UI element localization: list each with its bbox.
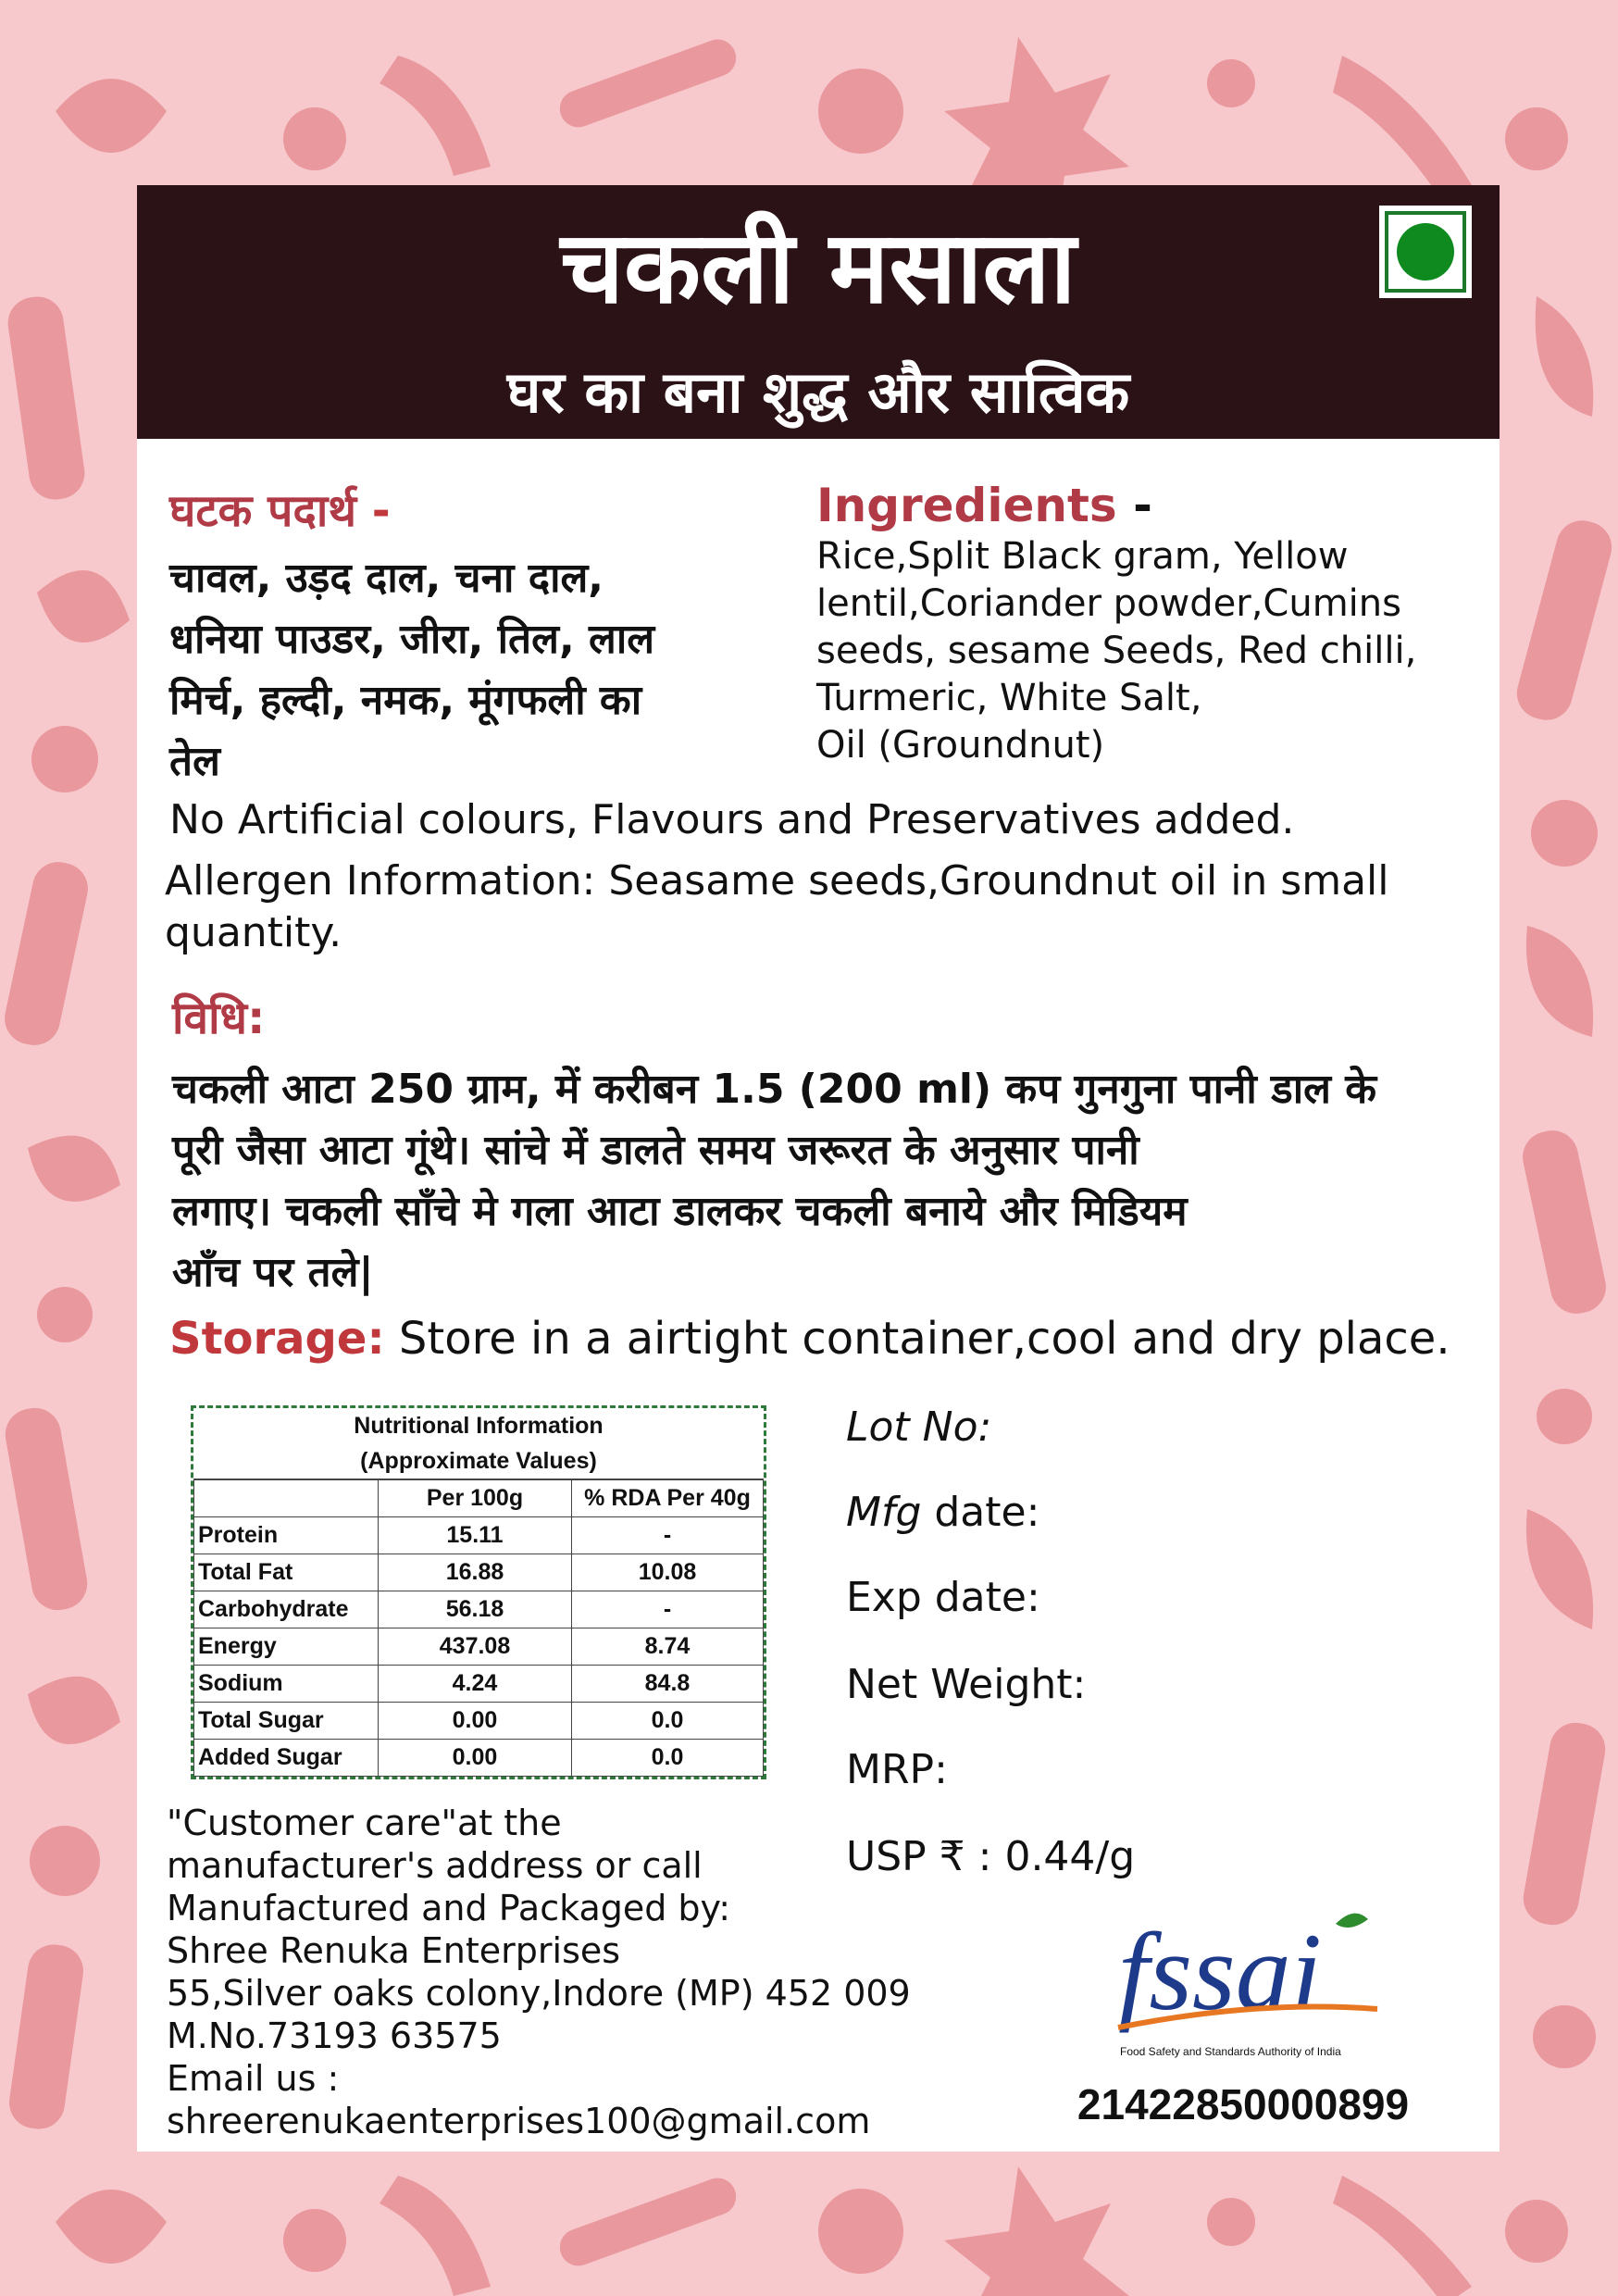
nutrition-header-row: Per 100g % RDA Per 40g <box>194 1480 764 1517</box>
net-weight: Net Weight: <box>846 1661 1087 1708</box>
lot-no: Lot No: <box>846 1404 992 1451</box>
storage-line: Storage: Store in a airtight container,cool and dry place. <box>169 1313 1450 1365</box>
ingredients-hi-heading: घटक पदार्थ - <box>169 485 391 537</box>
manufacturer-address: "Customer care"at the manufacturer's address or call Manufactured and Packaged by: Shree Renuka Enterprises 55,Silver oaks colony,Indore (MP) 452 009 M.No.73193 63575 Email us : shreerenukaenterprises100@gmail.com <box>167 1802 1000 2142</box>
ingredients-hi-line: चावल, उड़द दाल, चना दाल, <box>169 555 604 602</box>
svg-text:Food Safety and Standards Auth: Food Safety and Standards Authority of India <box>1120 2045 1341 2058</box>
method-text <box>172 1059 1487 1304</box>
label-card <box>137 185 1500 2152</box>
table-row: Total Sugar 0.00 0.0 <box>194 1703 764 1740</box>
allergen-info: Allergen Information: Seasame seeds,Groundnut oil in small quantity. <box>165 857 1389 956</box>
method-line: आँच पर तले| <box>172 1249 374 1296</box>
svg-text:fssai: fssai <box>1118 1910 1323 2033</box>
mrp: MRP: <box>846 1746 948 1793</box>
fssai-license-number: 21422850000899 <box>1077 2080 1410 2128</box>
table-row: Added Sugar 0.00 0.0 <box>194 1740 764 1777</box>
method-line: चकली आटा 250 ग्राम, में करीबन 1.5 (200 ml) कप गुनगुना पानी डाल के <box>172 1066 1377 1113</box>
table-row: Protein 15.11 - <box>194 1517 764 1554</box>
table-row: Total Fat 16.88 10.08 <box>194 1554 764 1591</box>
ingredients-hi-line: मिर्च, हल्दी, नमक, मूंगफली का <box>169 677 642 724</box>
ingredients-en-line: lentil,Coriander powder,Cumins <box>816 582 1401 625</box>
no-artificial-note: No Artificial colours, Flavours and Preservatives added. <box>169 796 1295 843</box>
table-row: Energy 437.08 8.74 <box>194 1628 764 1666</box>
ingredients-en-line: Turmeric, White Salt, <box>816 677 1202 719</box>
nutrition-title: Nutritional Information (Approximate Values) <box>193 1408 764 1479</box>
ingredients-en-line: Oil (Groundnut) <box>816 724 1105 767</box>
usp: USP ₹ : 0.44/g <box>846 1833 1136 1880</box>
veg-symbol-icon <box>1375 202 1475 302</box>
ingredients-en-line: seeds, sesame Seeds, Red chilli, <box>816 630 1417 672</box>
ingredients-en-heading: Ingredients - <box>816 479 1152 532</box>
table-row: Sodium 4.24 84.8 <box>194 1666 764 1703</box>
ingredients-hi-line: धनिया पाउडर, जीरा, तिल, लाल <box>169 616 655 663</box>
method-line: पूरी जैसा आटा गूंथे। सांचे में डालते समय जरूरत के अनुसार पानी <box>172 1127 1139 1174</box>
exp-date: Exp date: <box>846 1574 1040 1621</box>
product-title: चकली मसाला <box>560 210 1077 326</box>
method-line: लगाए। चकली साँचे मे गला आटा डालकर चकली बनाये और मिडियम <box>172 1188 1188 1235</box>
method-heading: विधि: <box>172 992 266 1044</box>
ingredients-en-line: Rice,Split Black gram, Yellow <box>816 535 1349 578</box>
email-address: shreerenukaenterprises100@gmail.com <box>167 2101 871 2141</box>
header-banner <box>137 185 1500 439</box>
ingredients-en-list <box>816 533 1464 769</box>
ingredients-hi-line: तेल <box>169 738 220 785</box>
table-row: Carbohydrate 56.18 - <box>194 1591 764 1628</box>
nutrition-table <box>191 1405 766 1779</box>
fssai-logo-icon <box>1100 1898 1405 2065</box>
ingredients-hi-list <box>169 548 771 792</box>
product-subtitle: घर का बना शुद्ध और सात्विक <box>506 358 1130 426</box>
mfg-date: Mfg date: <box>846 1489 1040 1536</box>
